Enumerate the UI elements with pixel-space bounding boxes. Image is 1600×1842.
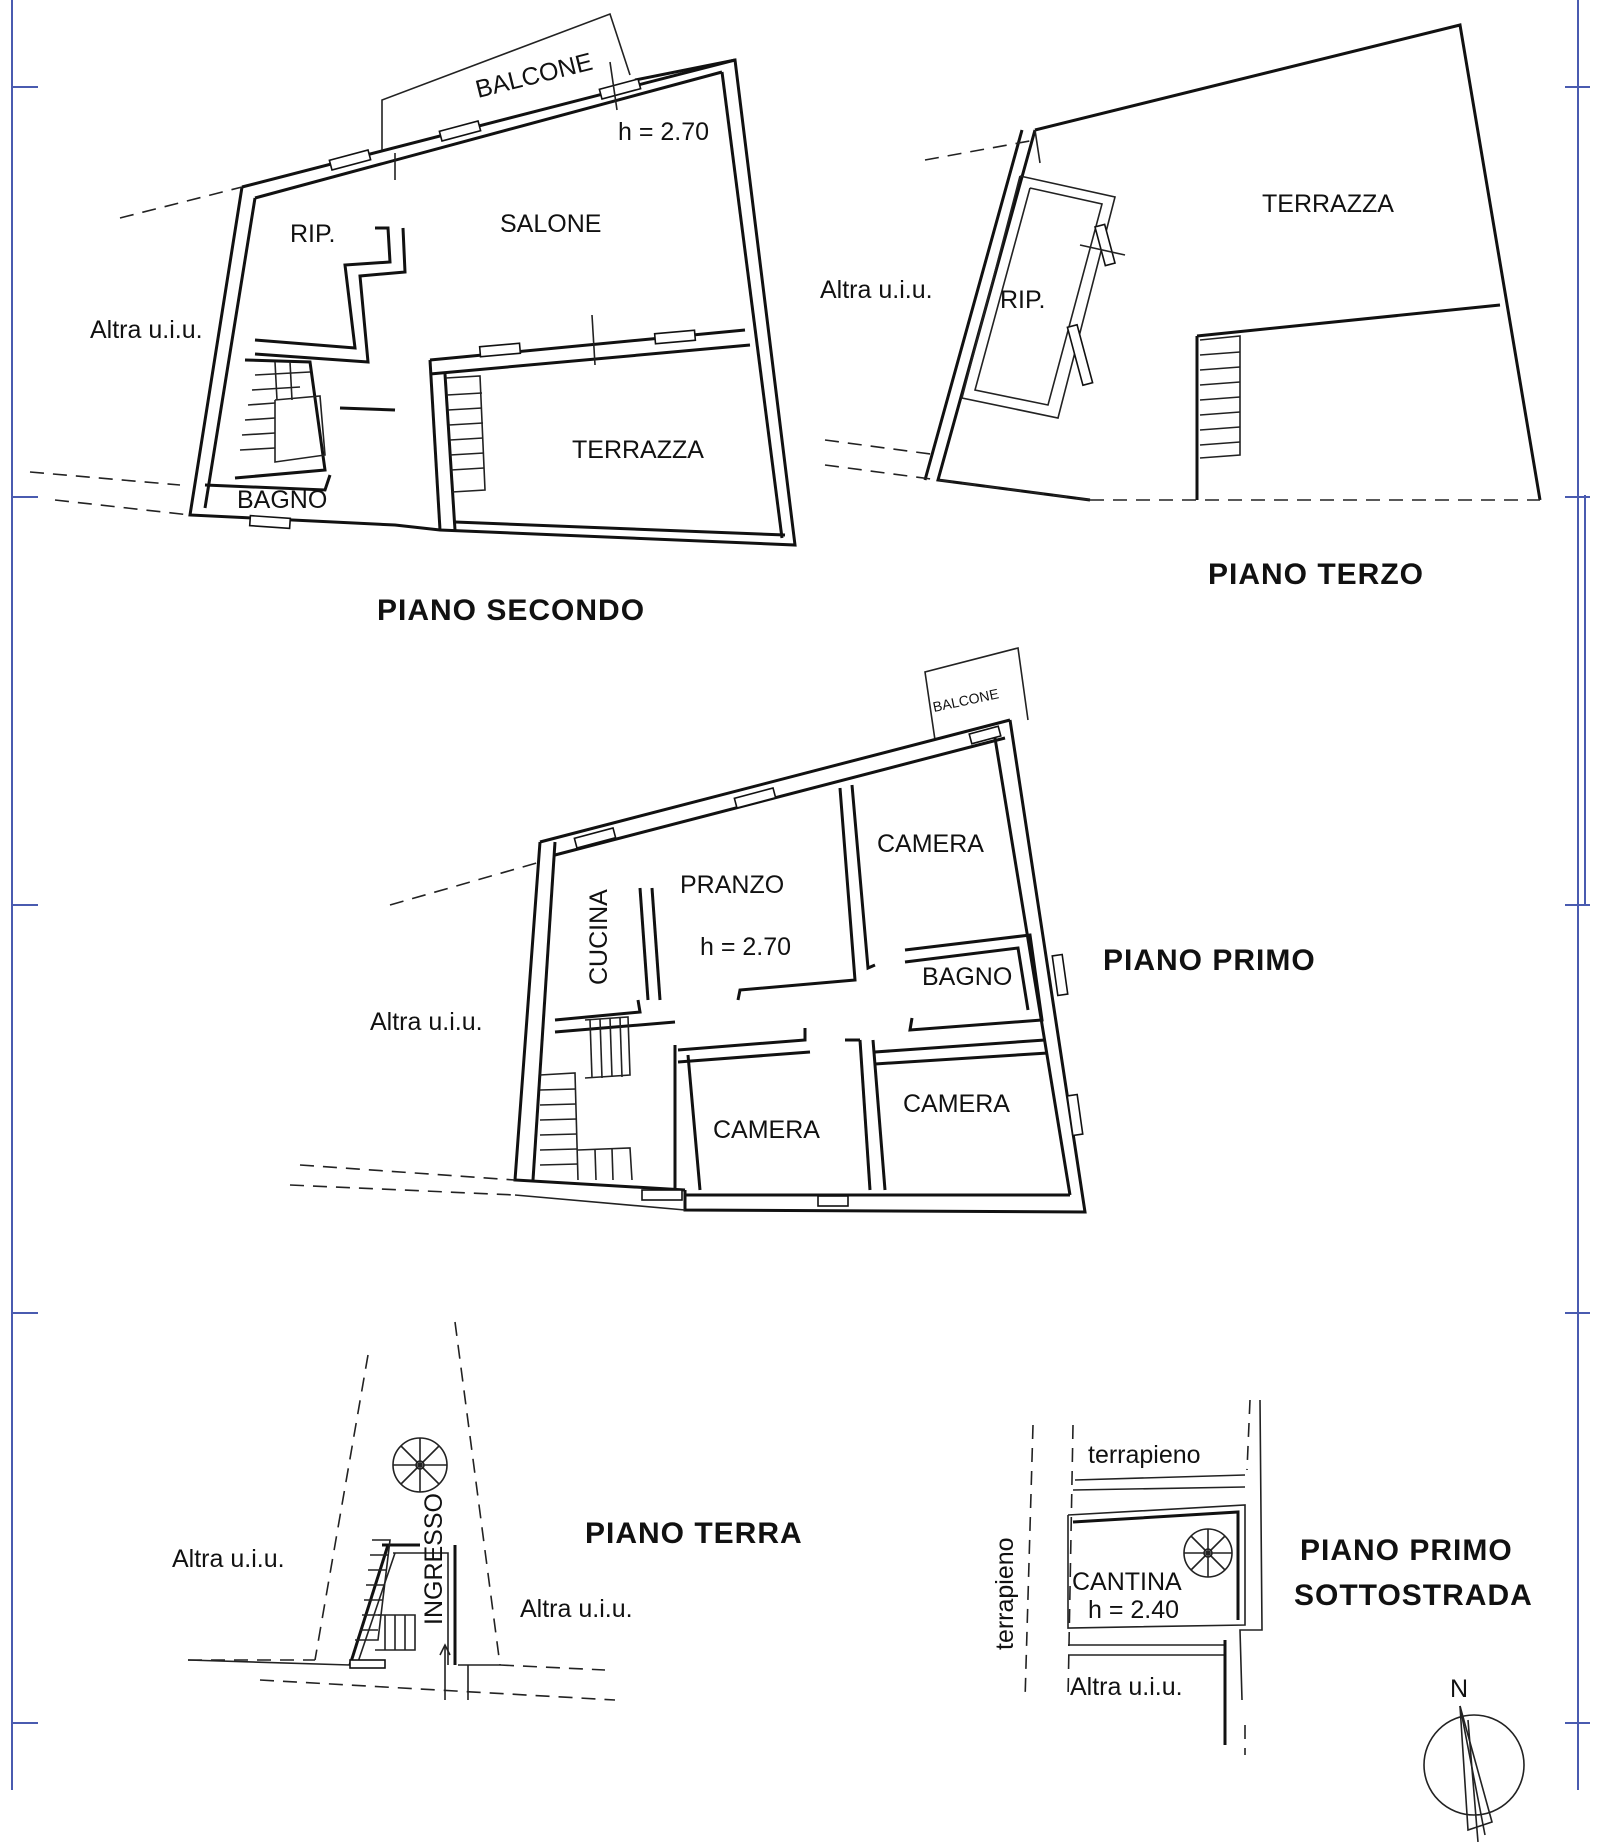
label-height-cantina: h = 2.40	[1088, 1596, 1180, 1624]
stairs-terzo	[1200, 336, 1240, 458]
label-altra-secondo: Altra u.i.u.	[90, 316, 203, 344]
plan-piano-primo	[290, 648, 1085, 1212]
label-terrazza-terzo: TERRAZZA	[1262, 190, 1394, 218]
label-camera-primo-2: CAMERA	[713, 1116, 820, 1144]
title-piano-terra: PIANO TERRA	[585, 1517, 803, 1550]
spiral-stair-cantina	[1184, 1529, 1232, 1577]
label-height-primo: h = 2.70	[700, 933, 792, 961]
plan-piano-terra	[188, 1322, 615, 1700]
spiral-stair-terra	[393, 1438, 447, 1492]
label-terrapieno-top: terrapieno	[1088, 1441, 1201, 1469]
title-piano-secondo: PIANO SECONDO	[377, 594, 646, 627]
plan-piano-secondo	[30, 14, 795, 545]
label-bagno-secondo: BAGNO	[237, 486, 328, 514]
north-arrow-icon	[1424, 1706, 1524, 1842]
title-piano-sottostrada-2: SOTTOSTRADA	[1294, 1579, 1533, 1612]
label-salone: SALONE	[500, 210, 602, 238]
label-rip-terzo: RIP.	[1000, 286, 1046, 314]
plan-piano-terzo	[825, 25, 1540, 500]
label-camera-primo-3: CAMERA	[903, 1090, 1010, 1118]
label-height-secondo: h = 2.70	[618, 118, 710, 146]
compass-north-label: N	[1450, 1675, 1469, 1703]
label-terrapieno-left: terrapieno	[991, 1537, 1019, 1650]
label-altra-sottostrada: Altra u.i.u.	[1070, 1673, 1183, 1701]
label-cucina: CUCINA	[585, 889, 613, 985]
label-bagno-primo: BAGNO	[922, 963, 1013, 991]
label-altra-terra-right: Altra u.i.u.	[520, 1595, 633, 1623]
label-altra-terra-left: Altra u.i.u.	[172, 1545, 285, 1573]
label-rip-secondo: RIP.	[290, 220, 336, 248]
label-pranzo: PRANZO	[680, 871, 785, 899]
label-ingresso: INGRESSO	[420, 1493, 448, 1625]
label-altra-primo: Altra u.i.u.	[370, 1008, 483, 1036]
label-cantina: CANTINA	[1072, 1568, 1182, 1596]
title-piano-primo: PIANO PRIMO	[1103, 944, 1316, 977]
title-piano-terzo: PIANO TERZO	[1208, 558, 1425, 591]
label-camera-primo-1: CAMERA	[877, 830, 984, 858]
label-balcone-secondo: BALCONE	[472, 47, 596, 104]
label-balcone-primo: BALCONE	[931, 685, 1001, 715]
title-piano-sottostrada-1: PIANO PRIMO	[1300, 1534, 1513, 1567]
label-terrazza-secondo: TERRAZZA	[572, 436, 704, 464]
label-altra-terzo: Altra u.i.u.	[820, 276, 933, 304]
stairs-primo	[540, 1017, 632, 1180]
